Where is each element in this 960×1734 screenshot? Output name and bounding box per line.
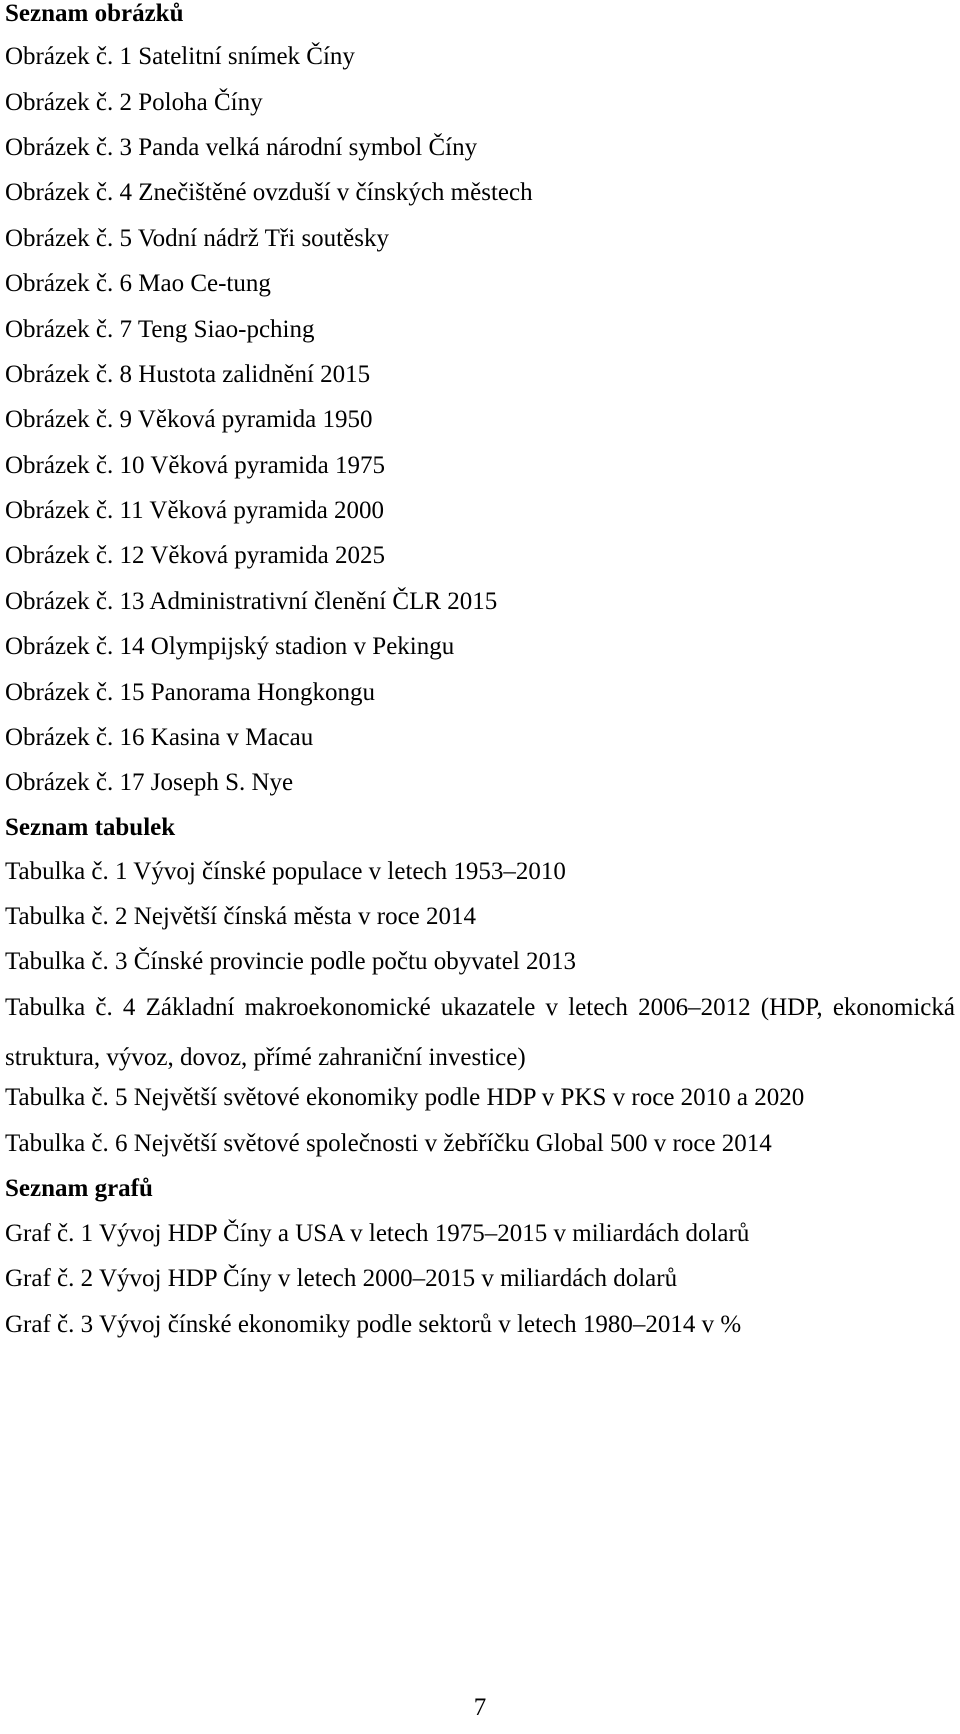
list-item: Obrázek č. 17 Joseph S. Nye [5,769,294,796]
section-title-tabulky: Seznam tabulek [5,814,176,841]
list-item: Obrázek č. 8 Hustota zalidnění 2015 [5,361,371,388]
page-number: 7 [473,1694,487,1721]
list-item: Obrázek č. 11 Věková pyramida 2000 [5,497,385,524]
list-item: Graf č. 1 Vývoj HDP Číny a USA v letech 1975–2015 v miliardách dolarů [5,1220,750,1247]
list-item: Tabulka č. 2 Největší čínská města v roce 2014 [5,903,477,930]
list-item: Tabulka č. 3 Čínské provincie podle počtu obyvatel 2013 [5,948,577,975]
list-item: Obrázek č. 16 Kasina v Macau [5,724,314,751]
list-item: Obrázek č. 7 Teng Siao-pching [5,316,315,343]
section-title-obrazky: Seznam obrázků [5,0,184,27]
list-item: Tabulka č. 1 Vývoj čínské populace v letech 1953–2010 [5,858,566,885]
list-item: Obrázek č. 2 Poloha Číny [5,89,263,116]
list-item: Obrázek č. 10 Věková pyramida 1975 [5,452,385,479]
list-item: Obrázek č. 12 Věková pyramida 2025 [5,542,385,569]
list-item: Obrázek č. 5 Vodní nádrž Tři soutěsky [5,225,389,252]
list-item: Tabulka č. 4 Základní makroekonomické ukazatele v letech 2006–2012 (HDP, ekonomická struktura, vývoz, dovoz, přímé zahraniční investice) [5,994,955,1071]
list-item: Obrázek č. 1 Satelitní snímek Číny [5,43,355,70]
section-title-grafy: Seznam grafů [5,1175,153,1202]
list-item: Tabulka č. 6 Největší světové společnosti v žebříčku Global 500 v roce 2014 [5,1130,772,1157]
list-item: Graf č. 2 Vývoj HDP Číny v letech 2000–2015 v miliardách dolarů [5,1265,678,1292]
list-item: Obrázek č. 9 Věková pyramida 1950 [5,406,373,433]
list-item: Obrázek č. 14 Olympijský stadion v Pekingu [5,633,455,660]
list-item: Obrázek č. 3 Panda velká národní symbol Číny [5,134,478,161]
list-item: Obrázek č. 4 Znečištěné ovzduší v čínských městech [5,179,533,206]
list-item: Graf č. 3 Vývoj čínské ekonomiky podle sektorů v letech 1980–2014 v % [5,1311,742,1338]
list-item: Obrázek č. 6 Mao Ce-tung [5,270,271,297]
list-item: Obrázek č. 13 Administrativní členění ČLR 2015 [5,588,498,615]
list-item: Tabulka č. 5 Největší světové ekonomiky podle HDP v PKS v roce 2010 a 2020 [5,1084,805,1111]
list-item: Obrázek č. 15 Panorama Hongkongu [5,679,376,706]
